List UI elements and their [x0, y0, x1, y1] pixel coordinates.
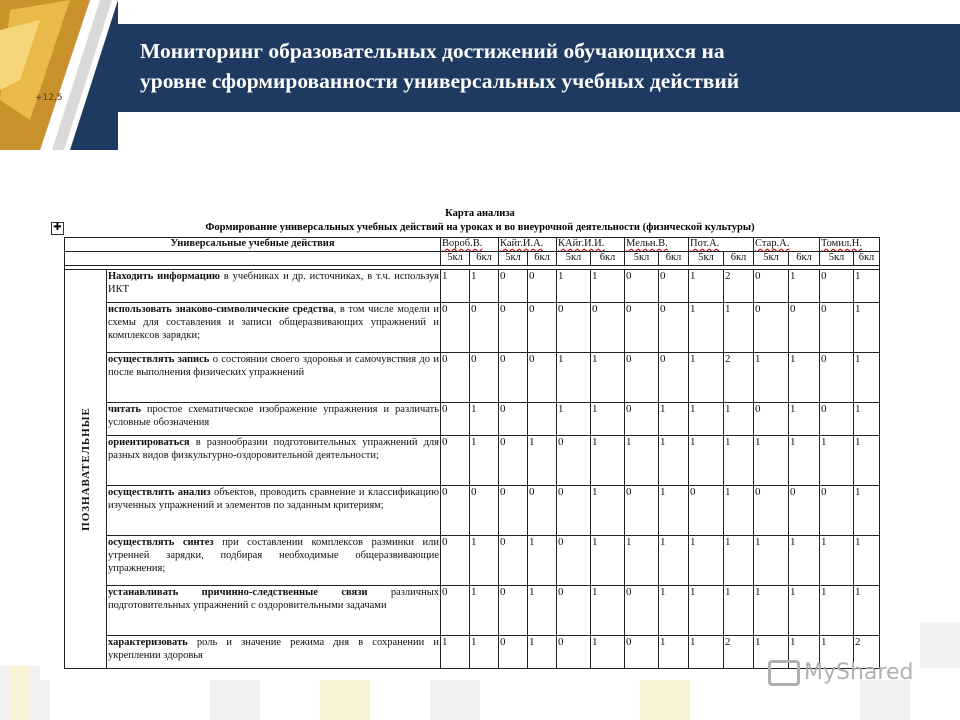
score-cell: 1: [789, 586, 820, 636]
score-cell: 0: [625, 486, 659, 536]
score-cell: 0: [789, 303, 820, 353]
score-cell: 1: [591, 403, 625, 436]
score-cell: 1: [528, 536, 557, 586]
score-cell: 0: [499, 636, 528, 669]
document-subheading: Формирование универсальных учебных действий на уроках и во внеурочной деятельности (физической культуры): [205, 222, 755, 233]
score-cell: 0: [754, 403, 789, 436]
uud-action: читать: [108, 404, 141, 415]
score-cell: 1: [557, 353, 591, 403]
empty-cell: [65, 252, 441, 266]
student-name: Стар.А.: [754, 238, 820, 252]
class-label: 6кл: [470, 252, 499, 266]
student-name: КАйг.И.И.: [557, 238, 625, 252]
uud-description: [107, 270, 441, 303]
score-cell: 1: [470, 636, 499, 669]
score-cell: 1: [754, 353, 789, 403]
score-cell: 0: [499, 436, 528, 486]
uud-detail: объектов, проводить сравнение и классификацию изученных упражнений и элементов по заданным критериям;: [108, 487, 440, 511]
score-cell: 0: [441, 303, 470, 353]
score-cell: 1: [724, 403, 754, 436]
score-cell: 1: [724, 303, 754, 353]
score-cell: 0: [499, 403, 528, 436]
uud-description: [107, 436, 441, 486]
score-cell: 1: [854, 486, 880, 536]
score-cell: 1: [689, 436, 724, 486]
score-cell: 0: [557, 536, 591, 586]
score-cell: 1: [591, 270, 625, 303]
score-cell: 1: [470, 536, 499, 586]
table-row: [65, 586, 880, 636]
class-label: 5кл: [625, 252, 659, 266]
score-cell: 1: [789, 403, 820, 436]
watermark-text: MyShared: [804, 660, 914, 685]
score-cell: 1: [724, 486, 754, 536]
uud-action: осуществлять синтез: [108, 537, 214, 548]
class-label: 5кл: [441, 252, 470, 266]
score-cell: 0: [820, 270, 854, 303]
score-cell: 0: [689, 486, 724, 536]
svg-text:+12,5: +12,5: [35, 93, 63, 103]
uud-action: ориентироваться: [108, 437, 190, 448]
score-cell: 1: [441, 270, 470, 303]
uud-action: осуществлять анализ: [108, 487, 211, 498]
score-cell: 0: [441, 586, 470, 636]
section-label: [65, 270, 107, 669]
score-cell: 0: [441, 353, 470, 403]
student-name: Пот.А.: [689, 238, 754, 252]
score-cell: 1: [557, 403, 591, 436]
class-label: 6кл: [659, 252, 689, 266]
class-label: 6кл: [591, 252, 625, 266]
move-cross-icon[interactable]: ✚: [51, 222, 64, 235]
score-cell: 0: [528, 353, 557, 403]
score-cell: 0: [470, 303, 499, 353]
score-cell: 0: [557, 586, 591, 636]
score-cell: 1: [689, 403, 724, 436]
score-cell: 1: [591, 586, 625, 636]
uud-description: [107, 636, 441, 669]
score-cell: 1: [591, 486, 625, 536]
score-cell: 0: [820, 303, 854, 353]
uud-detail: роль и значение режима дня в сохранении и укреплении здоровья: [108, 637, 439, 661]
score-cell: 1: [724, 436, 754, 486]
score-cell: 0: [499, 486, 528, 536]
score-cell: 1: [591, 353, 625, 403]
uud-description: [107, 403, 441, 436]
score-cell: 1: [689, 536, 724, 586]
class-label: 5кл: [557, 252, 591, 266]
score-cell: 0: [754, 486, 789, 536]
uud-description: [107, 536, 441, 586]
score-cell: 1: [659, 636, 689, 669]
score-cell: 1: [854, 353, 880, 403]
score-cell: 1: [625, 436, 659, 486]
score-cell: 1: [528, 586, 557, 636]
score-cell: 1: [689, 270, 724, 303]
class-label: 5кл: [820, 252, 854, 266]
score-cell: 0: [441, 536, 470, 586]
uud-detail: в учебниках и др. источниках, в т.ч. используя ИКТ: [108, 271, 439, 295]
score-cell: 1: [724, 586, 754, 636]
uud-detail: , в том числе модели и схемы для составления и записи общеразвивающих упражнений и комплексов зарядки;: [108, 304, 439, 341]
myshared-logo-icon: [768, 660, 800, 686]
score-cell: 0: [557, 486, 591, 536]
score-cell: 1: [659, 486, 689, 536]
score-cell: 0: [499, 270, 528, 303]
column-header-uud: Универсальные учебные действия: [65, 238, 441, 252]
class-label: 5кл: [754, 252, 789, 266]
score-cell: 1: [689, 586, 724, 636]
deco-tile: [10, 666, 30, 720]
score-cell: 1: [754, 586, 789, 636]
score-cell: 2: [724, 353, 754, 403]
score-cell: 0: [754, 303, 789, 353]
document-heading: Карта анализа: [445, 208, 515, 219]
score-cell: 0: [820, 403, 854, 436]
score-cell: 1: [591, 536, 625, 586]
uud-action: осуществлять запись: [108, 354, 210, 365]
watermark: [768, 660, 913, 686]
class-label: 6кл: [789, 252, 820, 266]
score-cell: 1: [659, 586, 689, 636]
score-cell: 1: [854, 403, 880, 436]
student-name: Вороб.В.: [441, 238, 499, 252]
uud-description: [107, 486, 441, 536]
student-name: Мельн.В.: [625, 238, 689, 252]
table-row: [65, 403, 880, 436]
score-cell: 1: [854, 303, 880, 353]
score-cell: 1: [820, 436, 854, 486]
score-cell: 2: [854, 636, 880, 669]
score-cell: 1: [789, 636, 820, 669]
class-label: 6кл: [854, 252, 880, 266]
score-cell: 0: [754, 270, 789, 303]
score-cell: 0: [499, 303, 528, 353]
table-row: [65, 436, 880, 486]
table-row: [65, 270, 880, 303]
slide-title-line-1: Мониторинг образовательных достижений обучающихся на: [140, 39, 725, 63]
score-cell: 1: [854, 536, 880, 586]
uud-description: [107, 303, 441, 353]
score-cell: 1: [689, 636, 724, 669]
score-cell: 0: [591, 303, 625, 353]
score-cell: 1: [789, 536, 820, 586]
uud-action: характеризовать: [108, 637, 188, 648]
score-cell: 1: [820, 586, 854, 636]
score-cell: 1: [557, 270, 591, 303]
score-cell: 0: [625, 586, 659, 636]
table-row: [65, 353, 880, 403]
score-cell: 1: [625, 536, 659, 586]
score-cell: 1: [820, 536, 854, 586]
score-cell: 2: [724, 270, 754, 303]
score-cell: 1: [754, 636, 789, 669]
table-row: [65, 536, 880, 586]
score-cell: 1: [854, 436, 880, 486]
table-header-row: [65, 238, 880, 252]
score-cell: 0: [528, 486, 557, 536]
score-cell: 0: [557, 303, 591, 353]
score-cell: 0: [659, 303, 689, 353]
slide-title: [140, 36, 940, 96]
score-cell: 0: [470, 486, 499, 536]
score-cell: 1: [724, 536, 754, 586]
score-cell: 0: [441, 436, 470, 486]
score-cell: 0: [789, 486, 820, 536]
uud-action: использовать знаково-символические средства: [108, 304, 334, 315]
score-cell: 1: [659, 436, 689, 486]
student-name: Кайг.И.А.: [499, 238, 557, 252]
score-cell: [528, 403, 557, 436]
section-label-text: ПОЗНАВАТЕЛЬНЫЕ: [79, 407, 92, 531]
class-label: 5кл: [499, 252, 528, 266]
uud-description: [107, 353, 441, 403]
score-cell: 0: [470, 353, 499, 403]
score-cell: 0: [659, 353, 689, 403]
score-cell: 0: [625, 270, 659, 303]
score-cell: 0: [499, 353, 528, 403]
score-cell: 1: [470, 586, 499, 636]
score-cell: 1: [854, 270, 880, 303]
uud-description: [107, 586, 441, 636]
score-cell: 1: [470, 403, 499, 436]
class-label: 5кл: [689, 252, 724, 266]
uud-detail: простое схематическое изображение упражнения и различать условные обозначения: [108, 404, 439, 428]
score-cell: 1: [528, 636, 557, 669]
uud-action: Находить информацию: [108, 271, 220, 282]
class-label: 6кл: [528, 252, 557, 266]
score-cell: 0: [820, 353, 854, 403]
score-cell: 0: [659, 270, 689, 303]
score-cell: 1: [689, 353, 724, 403]
score-cell: 1: [441, 636, 470, 669]
score-cell: 2: [724, 636, 754, 669]
score-cell: 0: [625, 353, 659, 403]
score-cell: 1: [789, 436, 820, 486]
score-cell: 0: [441, 486, 470, 536]
score-cell: 1: [470, 436, 499, 486]
score-cell: 1: [659, 403, 689, 436]
table-row: [65, 303, 880, 353]
score-cell: 0: [528, 303, 557, 353]
score-cell: 0: [625, 403, 659, 436]
score-cell: 1: [854, 586, 880, 636]
score-cell: 0: [441, 403, 470, 436]
uud-detail: различных подготовительных упражнений с оздоровительными задачами: [108, 587, 439, 611]
uud-detail: в разнообразии подготовительных упражнений для разных видов физкультурно-оздоровительной деятельности;: [108, 437, 439, 461]
class-label: 6кл: [724, 252, 754, 266]
table-row: [65, 636, 880, 669]
analysis-table: [64, 237, 880, 669]
score-cell: 1: [754, 536, 789, 586]
score-cell: 1: [591, 436, 625, 486]
score-cell: 1: [659, 536, 689, 586]
score-cell: 0: [557, 636, 591, 669]
score-cell: 1: [820, 636, 854, 669]
score-cell: 1: [689, 303, 724, 353]
score-cell: 0: [557, 436, 591, 486]
score-cell: 0: [820, 486, 854, 536]
score-cell: 1: [470, 270, 499, 303]
deco-tile: [920, 622, 960, 668]
score-cell: 0: [528, 270, 557, 303]
uud-action: устанавливать причинно-следственные связи: [108, 587, 368, 598]
score-cell: 1: [591, 636, 625, 669]
score-cell: 0: [625, 636, 659, 669]
class-label-row: [65, 252, 880, 266]
score-cell: 0: [625, 303, 659, 353]
uud-detail: при составлении комплексов разминки или утренней зарядки, подбирая необходимые общеразвивающие упражнения;: [108, 537, 440, 574]
score-cell: 1: [789, 270, 820, 303]
slide-title-line-2: уровне сформированности универсальных учебных действий: [140, 69, 740, 93]
score-cell: 0: [499, 536, 528, 586]
table-body: [65, 270, 880, 669]
uud-detail: о состоянии своего здоровья и самочувствия до и после выполнения физических упражнений: [108, 354, 440, 378]
score-cell: 1: [789, 353, 820, 403]
student-name: Томил.Н.: [820, 238, 880, 252]
table-row: [65, 486, 880, 536]
score-cell: 1: [754, 436, 789, 486]
score-cell: 0: [499, 586, 528, 636]
score-cell: 1: [528, 436, 557, 486]
corner-gold-image: [0, 0, 118, 150]
document-scan: [40, 202, 920, 680]
